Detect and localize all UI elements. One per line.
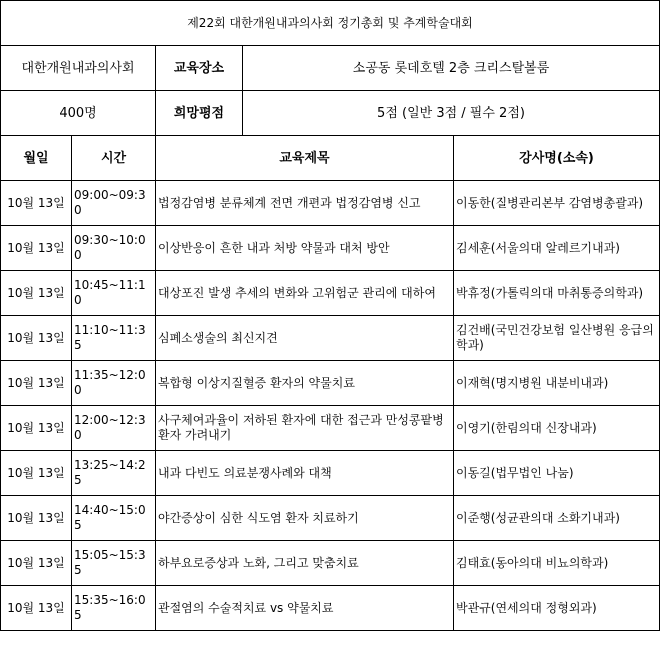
row-subject: 이상반응이 흔한 내과 처방 약물과 대처 방안 <box>156 226 454 271</box>
row-time: 11:35~12:00 <box>72 361 156 406</box>
table-row <box>1 496 660 541</box>
row-subject: 관절염의 수술적치료 vs 약물치료 <box>156 586 454 631</box>
row-time: 09:30~10:00 <box>72 226 156 271</box>
table-row <box>1 541 660 586</box>
header-time: 시간 <box>72 136 156 181</box>
venue-row <box>1 46 660 91</box>
row-date: 10월 13일 <box>1 271 72 316</box>
table-row <box>1 406 660 451</box>
credits-row <box>1 91 660 136</box>
row-lecturer: 박휴정(가톨릭의대 마취통증의학과) <box>454 271 660 316</box>
row-subject: 하부요로증상과 노화, 그리고 맞춤치료 <box>156 541 454 586</box>
table-row <box>1 361 660 406</box>
row-date: 10월 13일 <box>1 226 72 271</box>
row-subject: 심폐소생술의 최신지견 <box>156 316 454 361</box>
row-time: 09:00~09:30 <box>72 181 156 226</box>
table-row <box>1 316 660 361</box>
header-row <box>1 136 660 181</box>
row-time: 13:25~14:25 <box>72 451 156 496</box>
table-row <box>1 181 660 226</box>
row-subject: 법정감염병 분류체계 전면 개편과 법정감염병 신고 <box>156 181 454 226</box>
table-row <box>1 451 660 496</box>
row-date: 10월 13일 <box>1 586 72 631</box>
table-row <box>1 586 660 631</box>
row-time: 15:05~15:35 <box>72 541 156 586</box>
row-lecturer: 이영기(한림의대 신장내과) <box>454 406 660 451</box>
title-row <box>1 1 660 46</box>
row-subject: 야간증상이 심한 식도염 환자 치료하기 <box>156 496 454 541</box>
row-subject: 복합형 이상지질혈증 환자의 약물치료 <box>156 361 454 406</box>
row-subject: 내과 다빈도 의료분쟁사례와 대책 <box>156 451 454 496</box>
row-lecturer: 김세훈(서울의대 알레르기내과) <box>454 226 660 271</box>
row-time: 14:40~15:05 <box>72 496 156 541</box>
row-lecturer: 박관규(연세의대 정형외과) <box>454 586 660 631</box>
row-date: 10월 13일 <box>1 361 72 406</box>
row-date: 10월 13일 <box>1 316 72 361</box>
row-lecturer: 이동한(질병관리본부 감염병총괄과) <box>454 181 660 226</box>
table-row <box>1 271 660 316</box>
row-date: 10월 13일 <box>1 451 72 496</box>
row-time: 11:10~11:35 <box>72 316 156 361</box>
row-date: 10월 13일 <box>1 496 72 541</box>
row-lecturer: 이동길(법무법인 나눔) <box>454 451 660 496</box>
row-subject: 사구체여과율이 저하된 환자에 대한 접근과 만성콩팥병 환자 가려내기 <box>156 406 454 451</box>
row-date: 10월 13일 <box>1 406 72 451</box>
row-time: 10:45~11:10 <box>72 271 156 316</box>
header-subject: 교육제목 <box>156 136 454 181</box>
credits-value: 5점 (일반 3점 / 필수 2점) <box>243 91 660 136</box>
row-time: 12:00~12:30 <box>72 406 156 451</box>
row-lecturer: 이준행(성균관의대 소화기내과) <box>454 496 660 541</box>
row-lecturer: 이재혁(명지병원 내분비내과) <box>454 361 660 406</box>
organizer: 대한개원내과의사회 <box>1 46 156 91</box>
row-lecturer: 김태효(동아의대 비뇨의학과) <box>454 541 660 586</box>
venue-label: 교육장소 <box>156 46 243 91</box>
header-lecturer: 강사명(소속) <box>454 136 660 181</box>
credits-label: 희망평점 <box>156 91 243 136</box>
capacity: 400명 <box>1 91 156 136</box>
row-time: 15:35~16:05 <box>72 586 156 631</box>
header-date: 월일 <box>1 136 72 181</box>
row-subject: 대상포진 발생 추세의 변화와 고위험군 관리에 대하여 <box>156 271 454 316</box>
event-title: 제22회 대한개원내과의사회 정기총회 및 추계학술대회 <box>1 1 660 46</box>
row-lecturer: 김건배(국민건강보험 일산병원 응급의학과) <box>454 316 660 361</box>
table-row <box>1 226 660 271</box>
row-date: 10월 13일 <box>1 181 72 226</box>
row-date: 10월 13일 <box>1 541 72 586</box>
venue-value: 소공동 롯데호텔 2층 크리스탈볼룸 <box>243 46 660 91</box>
